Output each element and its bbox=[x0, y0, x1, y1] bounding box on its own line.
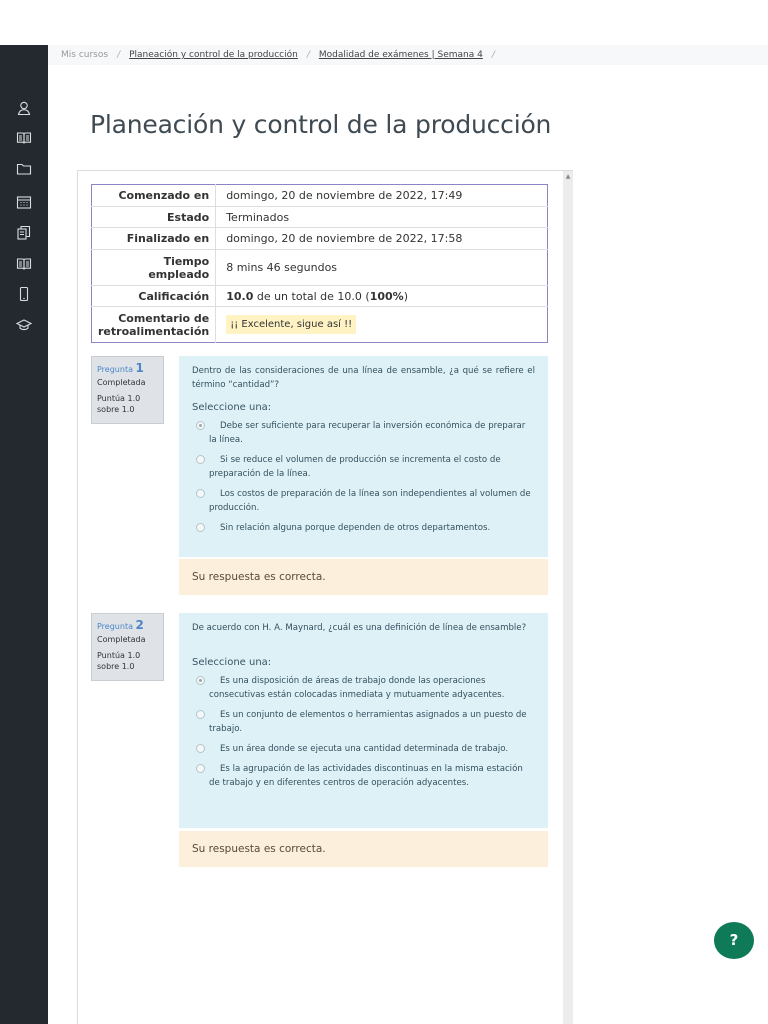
answer-option[interactable] bbox=[192, 762, 535, 790]
feedback-label-line-1: Comentario de bbox=[118, 311, 210, 325]
answer-option[interactable] bbox=[192, 521, 535, 535]
radio-icon[interactable] bbox=[196, 523, 205, 532]
question-state: Completada bbox=[97, 635, 146, 644]
breadcrumb-exam-week[interactable]: Modalidad de exámenes | Semana 4 bbox=[318, 50, 483, 60]
answer-option[interactable] bbox=[192, 487, 535, 515]
answer-option[interactable] bbox=[192, 708, 535, 736]
question-grade-line-2: sobre 1.0 bbox=[97, 405, 135, 414]
scroll-up-icon[interactable]: ▲ bbox=[565, 173, 571, 180]
question-state: Completada bbox=[97, 378, 146, 387]
feedback-value bbox=[216, 307, 548, 343]
question-info-1 bbox=[91, 356, 164, 424]
user-icon[interactable] bbox=[16, 100, 32, 116]
question-grade-line-1: Puntúa 1.0 bbox=[97, 394, 141, 403]
breadcrumb-separator: / bbox=[306, 50, 310, 60]
scrollbar[interactable] bbox=[563, 171, 573, 1024]
grade-close: ) bbox=[403, 289, 408, 303]
sidebar bbox=[0, 45, 48, 1024]
answer-option[interactable] bbox=[192, 453, 535, 481]
breadcrumb bbox=[48, 45, 768, 65]
question-outcome-1: Su respuesta es correcta. bbox=[179, 559, 548, 595]
book-icon[interactable] bbox=[16, 256, 32, 272]
book-open-icon[interactable] bbox=[16, 130, 32, 146]
started-value: domingo, 20 de noviembre de 2022, 17:49 bbox=[216, 185, 548, 207]
summary-row-grade bbox=[92, 286, 548, 307]
question-text: De acuerdo con H. A. Maynard, ¿cuál es una definición de línea de ensamble? bbox=[192, 623, 527, 633]
question-text: Dentro de las consideraciones de una línea de ensamble, ¿a qué se refiere el término “cantidad”? bbox=[192, 366, 535, 390]
answer-option[interactable] bbox=[192, 674, 535, 702]
time-label bbox=[92, 250, 216, 286]
summary-row-finished bbox=[92, 228, 548, 250]
state-label: Estado bbox=[92, 207, 216, 228]
grade-percent: 100% bbox=[369, 289, 404, 303]
help-button[interactable]: ? bbox=[714, 922, 754, 959]
answer-text: Es la agrupación de las actividades discontinuas en la misma estación de trabajo y en diferentes centros de operación adyacentes. bbox=[209, 764, 523, 788]
summary-row-time bbox=[92, 250, 548, 286]
answer-prompt: Seleccione una: bbox=[192, 402, 272, 413]
radio-icon[interactable] bbox=[196, 489, 205, 498]
summary-row-feedback bbox=[92, 307, 548, 343]
time-label-line-2: empleado bbox=[148, 267, 210, 281]
finished-label: Finalizado en bbox=[92, 228, 216, 250]
state-value: Terminados bbox=[216, 207, 548, 228]
documents-icon[interactable] bbox=[16, 225, 32, 241]
answer-text: Sin relación alguna porque dependen de otros departamentos. bbox=[220, 523, 491, 533]
top-bar bbox=[0, 0, 768, 45]
question-outcome-2: Su respuesta es correcta. bbox=[179, 831, 548, 867]
graduation-cap-icon[interactable] bbox=[16, 317, 32, 333]
answer-text: Si se reduce el volumen de producción se incrementa el costo de preparación de la línea. bbox=[209, 455, 501, 479]
question-grade-line-2: sobre 1.0 bbox=[97, 662, 135, 671]
breadcrumb-my-courses[interactable]: Mis cursos bbox=[61, 50, 109, 60]
summary-row-state bbox=[92, 207, 548, 228]
breadcrumb-separator: / bbox=[117, 50, 121, 60]
breadcrumb-separator: / bbox=[491, 50, 495, 60]
radio-icon[interactable] bbox=[196, 744, 205, 753]
folder-icon[interactable] bbox=[16, 161, 32, 177]
breadcrumb-course[interactable]: Planeación y control de la producción bbox=[129, 50, 298, 60]
question-content-2 bbox=[179, 613, 548, 828]
mobile-phone-icon[interactable] bbox=[16, 286, 32, 302]
summary-row-started bbox=[92, 185, 548, 207]
question-grade bbox=[97, 650, 158, 672]
radio-icon[interactable] bbox=[196, 764, 205, 773]
started-label: Comenzado en bbox=[92, 185, 216, 207]
question-grade-line-1: Puntúa 1.0 bbox=[97, 651, 141, 660]
question-content-1 bbox=[179, 356, 548, 557]
answer-text: Los costos de preparación de la línea son independientes al volumen de producción. bbox=[209, 489, 531, 513]
finished-value: domingo, 20 de noviembre de 2022, 17:58 bbox=[216, 228, 548, 250]
question-label: Pregunta bbox=[97, 622, 133, 631]
question-number: 1 bbox=[135, 361, 144, 375]
calendar-icon[interactable] bbox=[16, 194, 32, 210]
answer-text: Es una disposición de áreas de trabajo donde las operaciones consecutivas están colocadas inmediata y mutuamente adyacentes. bbox=[209, 676, 505, 700]
feedback-chip: ¡¡ Excelente, sigue así !! bbox=[226, 315, 356, 334]
question-label: Pregunta bbox=[97, 365, 133, 374]
time-label-line-1: Tiempo bbox=[163, 254, 210, 268]
answer-text: Es un área donde se ejecuta una cantidad determinada de trabajo. bbox=[220, 744, 509, 754]
grade-label: Calificación bbox=[92, 286, 216, 307]
time-value: 8 mins 46 segundos bbox=[216, 250, 548, 286]
radio-icon[interactable] bbox=[196, 455, 205, 464]
feedback-label bbox=[92, 307, 216, 343]
radio-selected-icon[interactable] bbox=[196, 421, 205, 430]
answer-option[interactable] bbox=[192, 419, 535, 447]
answer-text: Debe ser suficiente para recuperar la inversión económica de preparar la línea. bbox=[209, 421, 526, 445]
question-grade bbox=[97, 393, 158, 415]
attempt-summary-table bbox=[91, 184, 548, 343]
page-title: Planeación y control de la producción bbox=[90, 110, 552, 139]
grade-score: 10.0 bbox=[226, 289, 254, 303]
answer-prompt: Seleccione una: bbox=[192, 657, 272, 668]
question-number: 2 bbox=[135, 618, 144, 632]
feedback-label-line-2: retroalimentación bbox=[98, 324, 210, 338]
answer-option[interactable] bbox=[192, 742, 535, 756]
grade-value bbox=[216, 286, 548, 307]
question-info-2 bbox=[91, 613, 164, 681]
grade-total: de un total de 10.0 ( bbox=[256, 289, 370, 303]
radio-selected-icon[interactable] bbox=[196, 676, 205, 685]
answer-text: Es un conjunto de elementos o herramientas asignados a un puesto de trabajo. bbox=[209, 710, 527, 734]
radio-icon[interactable] bbox=[196, 710, 205, 719]
